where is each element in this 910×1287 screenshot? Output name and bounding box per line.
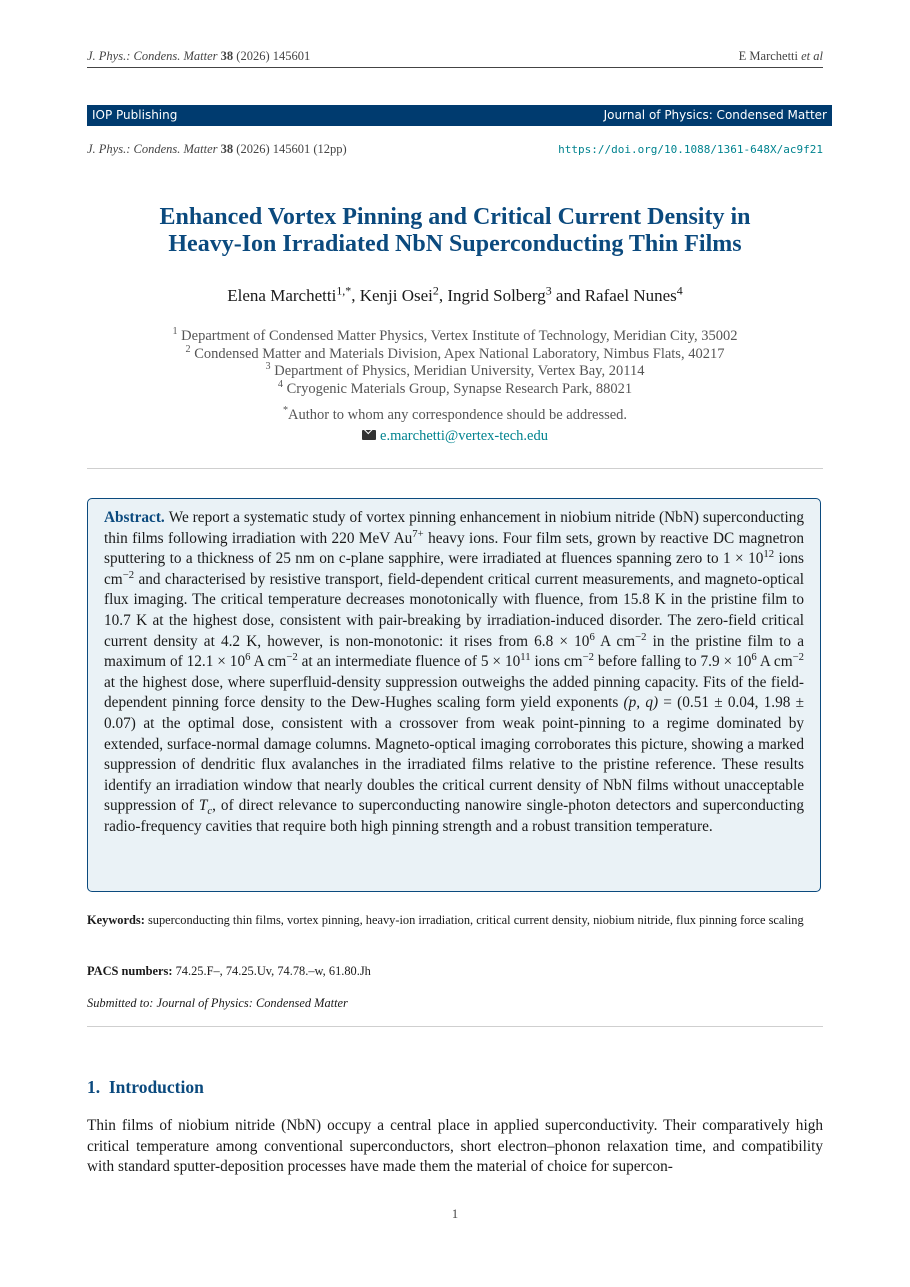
title-line-2: Heavy-Ion Irradiated NbN Superconducting Thin Films	[168, 231, 742, 257]
paper-title	[87, 204, 823, 258]
author: Ingrid Solberg$^3$ and	[447, 283, 585, 305]
affiliation: $^3$ Department of Physics, Meridian University, Vertex Bay, 20114	[265, 361, 645, 380]
author-list	[87, 283, 823, 306]
divider	[87, 1026, 823, 1027]
running-head	[87, 47, 823, 68]
abstract-label: Abstract.	[104, 509, 165, 526]
running-head-author: E Marchetti et al	[738, 49, 823, 63]
email-line	[87, 428, 823, 445]
author: Elena Marchetti$^{1,*}$,	[227, 283, 360, 305]
publisher-name: IOP Publishing	[92, 108, 178, 122]
journal-name: Journal of Physics: Condensed Matter	[603, 108, 827, 122]
running-head-citation: J. Phys.: Condens. Matter 38 (2026) 145601	[87, 49, 311, 63]
affiliation: $^4$ Cryogenic Materials Group, Synapse Research Park, 88021	[277, 379, 633, 398]
envelope-icon	[362, 430, 376, 440]
abstract-box	[87, 498, 821, 892]
section-heading: 1. Introduction	[87, 1077, 204, 1097]
page-number: 1	[451, 1207, 459, 1221]
email-link[interactable]: e.marchetti@vertex-tech.edu	[380, 428, 548, 444]
affiliation-list	[87, 328, 823, 399]
affiliation: $^2$ Condensed Matter and Materials Division, Apex National Laboratory, Nimbus Flats, 40217	[185, 343, 725, 362]
pacs-numbers: PACS numbers: 74.25.F–, 74.25.Uv, 74.78.–w, 61.80.Jh	[87, 964, 371, 978]
author: Kenji Osei$^2$,	[359, 283, 448, 305]
author: Rafael Nunes$^4$	[584, 283, 683, 305]
citation-text: J. Phys.: Condens. Matter 38 (2026) 145601 (12pp)	[87, 142, 347, 156]
affiliation: $^1$ Department of Condensed Matter Physics, Vertex Institute of Technology, Meridian City, 35002	[172, 326, 738, 344]
submitted-note: Submitted to: Journal of Physics: Condensed Matter	[87, 996, 348, 1010]
publisher-bar	[87, 105, 832, 126]
keywords: Keywords: superconducting thin films, vortex pinning, heavy-ion irradiation, critical current density, niobium nitride, flux pinning force scaling	[87, 913, 804, 927]
doi-link[interactable]: https://doi.org/10.1088/1361-648X/ac9f21	[558, 143, 823, 156]
divider	[87, 468, 823, 469]
correspondence-note: *Author to whom any correspondence should be addressed.	[282, 405, 628, 423]
intro-paragraph: Thin films of niobium nitride (NbN) occupy a central place in applied superconductivity. Their comparatively high critical temperature among conventional superconductors, short electron–phonon relaxation time, and compatibility with standard sputter-deposition processes have made them the material of choice for supercon-	[87, 1117, 823, 1175]
abstract-text: We report a systematic study of vortex pinning enhancement in niobium nitride (NbN) superconducting thin films following irradiation with 220 MeV $Au^{7+}$ heavy ions. Four film sets, grown by reactive DC magnetron sputtering to a thickness of 25 nm on c-plane sapphire, were irradiated at fluences spanning zero to $1 \times 10^{12}$ ions $cm^{-2}$ and characterised by resistive transport, field-dependent critical current measurements, and magneto-optical flux imaging. The critical temperature decreases monotonically with fluence, from 15.8 K in the pristine film to 10.7 K at the highest dose, consistent with pair-breaking by irradiation-induced disorder. The zero-field critical current density at 4.2 K, however, is non-monotonic: it rises from $6.8 \times 10^6$ A $cm^{-2}$ in the pristine film to a maximum of $12.1 \times 10^6$ A $cm^{-2}$ at an intermediate fluence of $5 \times 10^{11}$ ions $cm^{-2}$ before falling to $7.9 \times 10^6$ A $cm^{-2}$ at the highest dose, where superfluid-density suppression outweighs the added pinning capacity. Fits of the field-dependent pinning force density to the Dew-Hughes scaling form yield exponents (p, q) = (0.51 ± 0.04, 1.98 ± 0.07) at the optimal dose, consistent with a crossover from weak point-pinning to a regime dominated by extended, surface-normal damage columns. Magneto-optical imaging corroborates this picture, showing a marked suppression of dendritic flux avalanches in the irradiated films relative to the pristine reference. These results identify an irradiation window that nearly doubles the critical current density of NbN films without unacceptable suppression of $T_c$, of direct relevance to superconducting nanowire single-photon detectors and superconducting radio-frequency cavities that require both high pinning strength and a robust transition temperature.	[104, 509, 805, 835]
title-line-1: Enhanced Vortex Pinning and Critical Current Density in	[159, 204, 751, 230]
